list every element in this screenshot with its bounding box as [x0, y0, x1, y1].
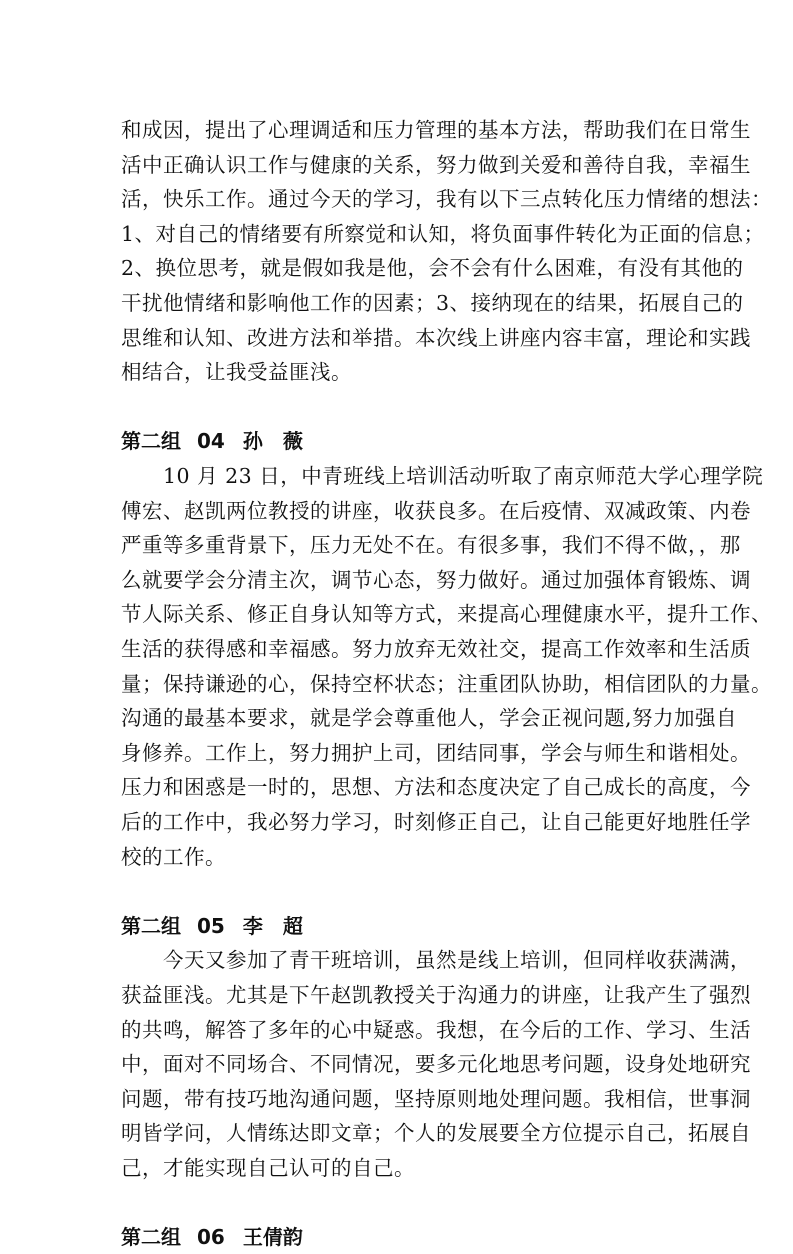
section-heading: [121, 424, 303, 458]
paragraph-line: 问题，带有技巧地沟通问题，坚持原则地处理问题。我相信，世事洞: [121, 1087, 751, 1111]
paragraph-line: 今天又参加了青干班培训，虽然是线上培训，但同样收获满满，: [121, 948, 751, 972]
paragraph-line: 严重等多重背景下，压力无处不在。有很多事，我们不得不做，，那: [121, 533, 741, 557]
heading-number: 04: [197, 429, 225, 453]
heading-group: 第二组: [121, 1225, 181, 1249]
heading-group: 第二组: [121, 914, 181, 938]
paragraph-line: 活中正确认识工作与健康的关系，努力做到关爱和善待自我，幸福生: [121, 153, 751, 177]
paragraph-line: 么就要学会分清主次，调节心态，努力做好。通过加强体育锻炼、调: [121, 568, 751, 592]
heading-number: 06: [197, 1225, 225, 1249]
paragraph-line: 己，才能实现自己认可的自己。: [121, 1156, 415, 1180]
paragraph-line: 身修养。工作上，努力拥护上司，团结同事，学会与师生和谐相处。: [121, 741, 751, 765]
heading-name: 王倩韵: [242, 1225, 303, 1249]
paragraph-line: 2、换位思考，就是假如我是他，会不会有什么困难，有没有其他的: [121, 256, 744, 280]
paragraph-line: 10 月 23 日，中青班线上培训活动听取了南京师范大学心理学院: [121, 464, 764, 488]
paragraph-line: 量；保持谦逊的心，保持空杯状态；注重团队协助，相信团队的力量。: [121, 672, 772, 696]
paragraph-line: 的共鸣，解答了多年的心中疑惑。我想，在今后的工作、学习、生活: [121, 1018, 751, 1042]
paragraph-line: 中，面对不同场合、不同情况，要多元化地思考问题，设身处地研究: [121, 1052, 751, 1076]
paragraph-line: 校的工作。: [121, 845, 226, 869]
paragraph-line: 傅宏、赵凯两位教授的讲座，收获良多。在后疫情、双减政策、内卷: [121, 499, 751, 523]
paragraph-line: 获益匪浅。尤其是下午赵凯教授关于沟通力的讲座，让我产生了强烈: [121, 983, 751, 1007]
section-heading: [121, 1220, 303, 1254]
paragraph-line: 生活的获得感和幸福感。努力放弃无效社交，提高工作效率和生活质: [121, 637, 751, 661]
heading-number: 05: [197, 914, 225, 938]
paragraph-line: 1、对自己的情绪要有所察觉和认知，将负面事件转化为正面的信息；: [121, 222, 765, 246]
paragraph-line: 明皆学问，人情练达即文章；个人的发展要全方位提示自己，拓展自: [121, 1121, 751, 1145]
paragraph-line: 压力和困惑是一时的，思想、方法和态度决定了自己成长的高度，今: [121, 775, 751, 799]
paragraph-line: 后的工作中，我必努力学习，时刻修正自己，让自己能更好地胜任学: [121, 810, 751, 834]
paragraph-line: 和成因，提出了心理调适和压力管理的基本方法，帮助我们在日常生: [121, 118, 751, 142]
section-heading: [121, 909, 303, 943]
paragraph-line: 思维和认知、改进方法和举措。本次线上讲座内容丰富，理论和实践: [121, 326, 751, 350]
paragraph-line: 沟通的最基本要求，就是学会尊重他人，学会正视问题,努力加强自: [121, 706, 738, 730]
heading-name: 孙 薇: [242, 429, 303, 453]
paragraph-line: 节人际关系、修正自身认知等方式，来提高心理健康水平，提升工作、: [121, 602, 772, 626]
paragraph-line: 活，快乐工作。通过今天的学习，我有以下三点转化压力情绪的想法：: [121, 187, 772, 211]
paragraph-line: 干扰他情绪和影响他工作的因素；3、接纳现在的结果，拓展自己的: [121, 291, 744, 315]
heading-group: 第二组: [121, 429, 181, 453]
heading-name: 李 超: [242, 914, 303, 938]
paragraph-line: 相结合，让我受益匪浅。: [121, 360, 352, 384]
